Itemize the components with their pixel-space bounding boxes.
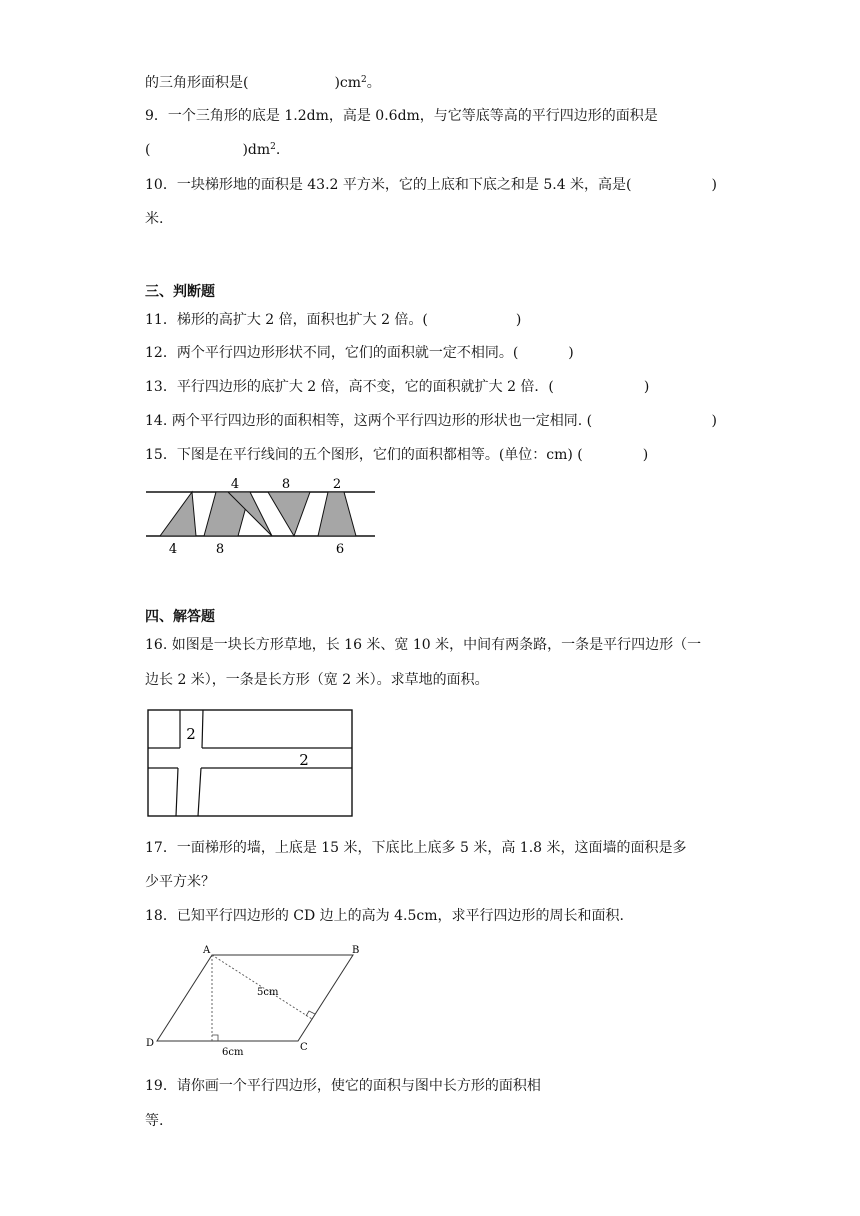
q8-end: 。 xyxy=(366,75,381,91)
q9-open: ( xyxy=(145,142,151,158)
parallelogram-path-left-edge-lower xyxy=(176,768,178,816)
q10-line2: 米. xyxy=(145,211,164,227)
q19-line1: 19．请你画一个平行四边形，使它的面积与图中长方形的面积相 xyxy=(145,1078,541,1094)
parallelogram-abcd xyxy=(157,955,353,1041)
label-top-2: 8 xyxy=(281,477,291,492)
q8-unit: )cm xyxy=(334,75,362,91)
q9-unit: )dm xyxy=(242,142,271,158)
q17-line2: 少平方米？ xyxy=(145,874,215,890)
label-top-3: 2 xyxy=(332,477,342,492)
q18-figure xyxy=(140,940,380,1060)
parallelogram-path-right-edge-lower xyxy=(198,768,201,816)
shape-1-triangle xyxy=(160,492,196,536)
label-bottom-3: 6 xyxy=(335,542,345,557)
section-4-title: 四、解答题 xyxy=(145,609,215,625)
q11 xyxy=(145,310,521,330)
q15-figure xyxy=(140,474,380,558)
q16-figure xyxy=(146,708,356,820)
q15-text: 15．下图是在平行线间的五个图形，它们的面积都相等。(单位：cm) ( xyxy=(145,447,583,463)
right-angle-mark-side xyxy=(306,1011,315,1016)
q13-close: ) xyxy=(643,379,650,395)
q18: 18．已知平行四边形的 CD 边上的高为 4.5cm，求平行四边形的周长和面积. xyxy=(145,908,624,924)
shape-5-trapezoid xyxy=(318,492,356,536)
vertex-b: B xyxy=(352,945,360,956)
q9-unit-exponent: 2 xyxy=(270,142,276,152)
label-bottom-2: 8 xyxy=(215,542,225,557)
q8-unit-exponent: 2 xyxy=(361,75,367,85)
q14-close: ) xyxy=(711,413,717,429)
q17-line1: 17．一面梯形的墙，上底是 15 米，下底比上底多 5 米，高 1.8 米，这面墙的面积是多 xyxy=(145,840,687,856)
q16-line1: 16. 如图是一块长方形草地，长 16 米、宽 10 米，中间有两条路，一条是平行四边形（一 xyxy=(145,637,702,653)
shape-4-triangle xyxy=(268,492,310,536)
path-width-label-horizontal: 2 xyxy=(299,751,309,769)
q10-close: ) xyxy=(711,177,717,193)
q14 xyxy=(145,411,717,431)
q8-text: 的三角形面积是( xyxy=(145,75,249,91)
path-width-label-vertical: 2 xyxy=(186,725,196,743)
parallelogram-path-right-edge xyxy=(202,710,203,748)
q9-end: . xyxy=(275,142,281,158)
right-angle-mark-base xyxy=(212,1035,218,1041)
vertex-d: D xyxy=(146,1038,155,1049)
q9-line2 xyxy=(145,140,280,160)
q15 xyxy=(145,445,648,465)
q15-close: ) xyxy=(642,447,649,463)
q11-close: ) xyxy=(515,312,522,328)
q13 xyxy=(145,377,649,397)
q10-line1 xyxy=(145,175,717,195)
vertex-c: C xyxy=(300,1042,308,1053)
vertex-a: A xyxy=(203,945,211,956)
q8-continuation xyxy=(145,73,381,93)
diagonal-length-label: 5cm xyxy=(257,987,279,998)
q12 xyxy=(145,343,574,363)
label-top-1: 4 xyxy=(230,477,240,492)
q13-text: 13．平行四边形的底扩大 2 倍，高不变，它的面积就扩大 2 倍．( xyxy=(145,379,554,395)
q9-line1: 9．一个三角形的底是 1.2dm，高是 0.6dm，与它等底等高的平行四边形的面积是 xyxy=(145,108,658,124)
q16-line2: 边长 2 米），一条是长方形（宽 2 米）。求草地的面积。 xyxy=(145,672,489,688)
q11-text: 11．梯形的高扩大 2 倍，面积也扩大 2 倍。( xyxy=(145,312,428,328)
section-3-title: 三、判断题 xyxy=(145,284,215,300)
label-bottom-1: 4 xyxy=(168,542,178,557)
q19-line2: 等. xyxy=(145,1113,164,1129)
q10-text: 10．一块梯形地的面积是 43.2 平方米，它的上底和下底之和是 5.4 米，高是( xyxy=(145,177,632,193)
lawn-rectangle xyxy=(148,710,352,816)
q14-text: 14. 两个平行四边形的面积相等，这两个平行四边形的形状也一定相同. ( xyxy=(145,413,593,429)
base-length-label: 6cm xyxy=(222,1047,244,1058)
q12-text: 12．两个平行四边形形状不同，它们的面积就一定不相同。( xyxy=(145,345,519,361)
q12-close: ) xyxy=(568,345,574,361)
